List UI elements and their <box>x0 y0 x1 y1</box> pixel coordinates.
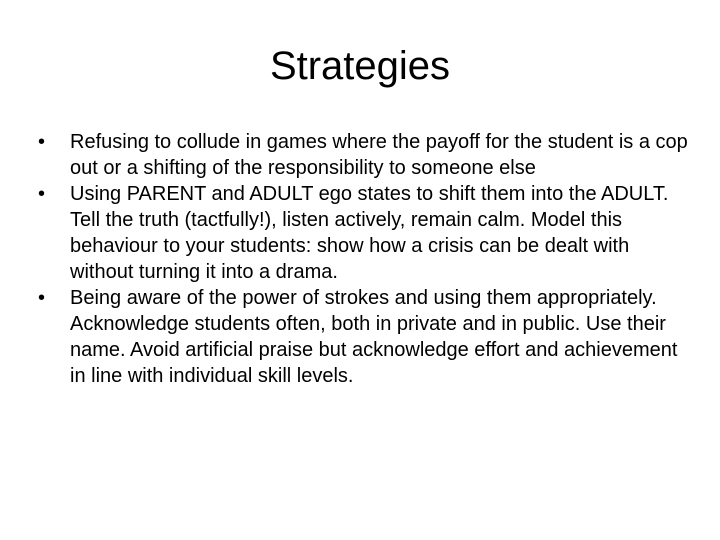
bullet-item-collusion <box>38 129 690 181</box>
bullet-text: Being aware of the power of strokes and using them appropriately. Acknowledge students often, both in private and in public. Use their name. Avoid artificial praise but acknowledge effort and achievement in line with individual skill levels. <box>70 287 678 387</box>
bullet-item-strokes <box>38 285 690 389</box>
slide-title: Strategies <box>269 44 451 88</box>
bullet-text: Using PARENT and ADULT ego states to shift them into the ADULT. Tell the truth (tactfully!), listen actively, remain calm. Model this behaviour to your students: show how a crisis can be dealt with without turning it into a drama. <box>70 183 669 283</box>
bullet-icon: • <box>38 183 46 205</box>
bullet-list <box>38 129 690 389</box>
bullet-text: Refusing to collude in games where the payoff for the student is a cop out or a shifting of the responsibility to someone else <box>70 131 688 179</box>
bullet-item-ego-states <box>38 181 690 285</box>
bullet-icon: • <box>38 131 46 153</box>
bullet-icon: • <box>38 287 46 309</box>
